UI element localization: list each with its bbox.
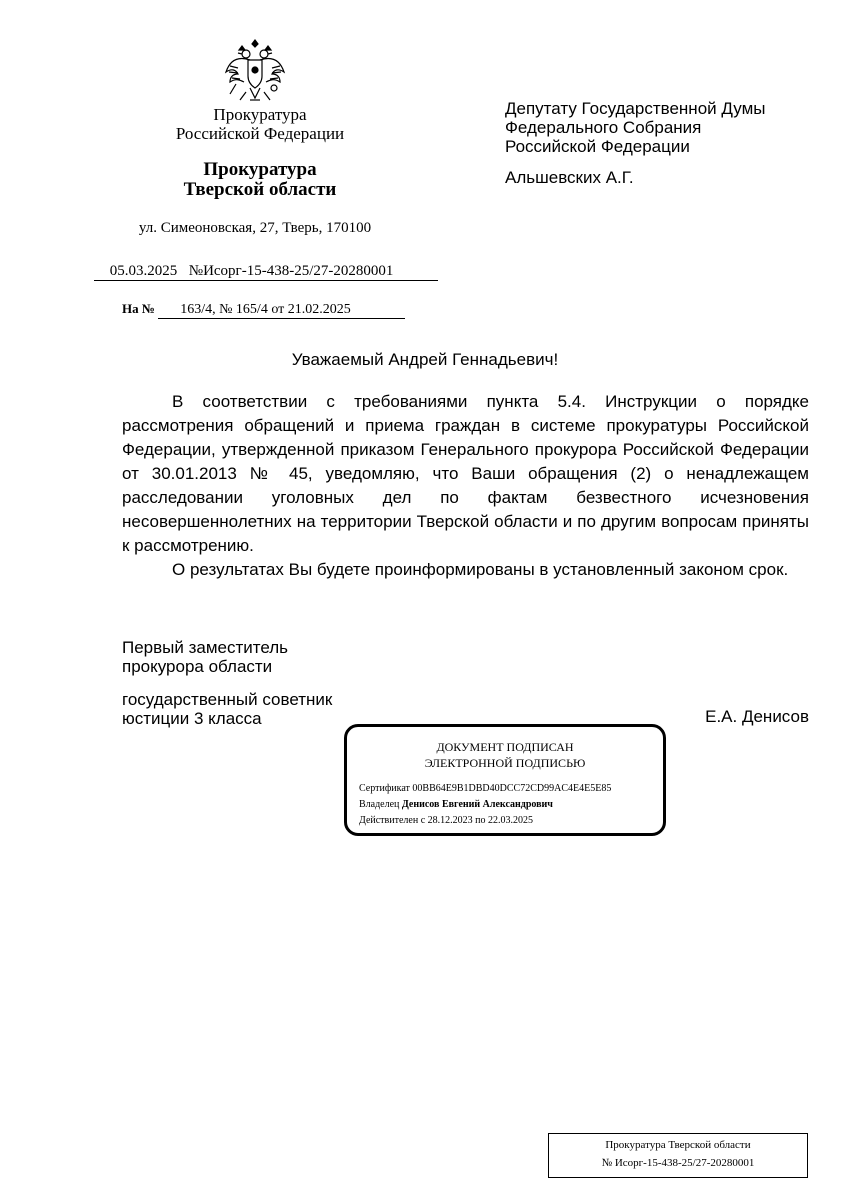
footer-org: Прокуратура Тверской области bbox=[605, 1139, 751, 1151]
signer-rank-line1: государственный советник bbox=[122, 690, 333, 709]
greeting: Уважаемый Андрей Геннадьевич! bbox=[291, 350, 559, 369]
stamp-validity bbox=[359, 815, 533, 826]
signer-position-line1: Первый заместитель bbox=[122, 638, 289, 657]
stamp-valid-from: 28.12.2023 bbox=[427, 815, 473, 826]
reply-reference bbox=[122, 301, 405, 319]
recipient-block bbox=[505, 99, 825, 156]
recipient-line2: Федерального Собрания bbox=[505, 118, 702, 137]
issuer-parent-org bbox=[130, 105, 390, 143]
reply-value: 163/4, № 165/4 от 21.02.2025 bbox=[158, 302, 405, 319]
signer-rank bbox=[122, 690, 332, 728]
stamp-owner-label: Владелец bbox=[359, 799, 400, 810]
paragraph-1: В соответствии с требованиями пункта 5.4. Инструкции о порядке рассмотрения обращений и приема граждан в системе прокуратуры Российской Федерации, утвержденной приказом Генерального прокурора Российской Федерации от 30.01.2013 № 45, уведомляю, что Ваши обращения (2) о ненадлежащем расследовании уголовных дел по фактам безвестного исчезновения несовершеннолетних на территории Тверской области и по другим вопросам приняты к рассмотрению. bbox=[122, 392, 809, 555]
registration-line bbox=[94, 263, 438, 281]
signer-rank-line2: юстиции 3 класса bbox=[122, 709, 262, 728]
stamp-title bbox=[347, 739, 663, 771]
recipient-line3: Российской Федерации bbox=[505, 137, 690, 156]
emblem-icon bbox=[224, 38, 286, 106]
e-signature-stamp bbox=[344, 724, 666, 836]
issuer-address: ул. Симеоновская, 27, Тверь, 170100 bbox=[138, 220, 372, 236]
stamp-valid-label: Действителен с bbox=[359, 815, 426, 826]
stamp-title-line2: ЭЛЕКТРОННОЙ ПОДПИСЬЮ bbox=[424, 756, 586, 770]
registration-number: Исорг-15-438-25/27-20280001 bbox=[203, 263, 394, 279]
footer-number-value: Исорг-15-438-25/27-20280001 bbox=[614, 1157, 755, 1169]
registration-number-sign: № bbox=[188, 263, 204, 279]
letter-body bbox=[122, 390, 809, 582]
stamp-cert-label: Сертификат bbox=[359, 783, 410, 794]
stamp-valid-to: 22.03.2025 bbox=[488, 815, 534, 826]
stamp-certificate bbox=[359, 783, 611, 794]
paragraph-2: О результатах Вы будете проинформированы в установленный законом срок. bbox=[172, 560, 789, 579]
issuer-org-line1: Прокуратура bbox=[203, 159, 317, 180]
footer-number-sign: № bbox=[601, 1157, 613, 1169]
recipient-line1: Депутату Государственной Думы bbox=[505, 99, 766, 118]
footer-number bbox=[549, 1157, 807, 1169]
issuer-org-line2: Тверской области bbox=[183, 179, 337, 200]
stamp-cert-value: 00BB64E9B1DBD40DCC72CD99AC4E4E5E85 bbox=[412, 783, 612, 794]
stamp-owner-value: Денисов Евгений Александрович bbox=[401, 799, 553, 810]
stamp-valid-to-label: по bbox=[475, 815, 486, 826]
registration-date: 05.03.2025 bbox=[109, 263, 178, 279]
issuer-parent-line1: Прокуратура bbox=[213, 105, 307, 124]
signer-position bbox=[122, 638, 288, 676]
stamp-title-line1: ДОКУМЕНТ ПОДПИСАН bbox=[436, 740, 574, 754]
issuer-org bbox=[130, 160, 390, 200]
footer-registration-box bbox=[548, 1133, 808, 1178]
signer-position-line2: прокурора области bbox=[122, 657, 273, 676]
signer-name: Е.А. Денисов bbox=[705, 707, 809, 726]
recipient-name: Альшевских А.Г. bbox=[505, 168, 634, 187]
stamp-owner bbox=[359, 799, 553, 810]
reply-label: На № bbox=[122, 301, 155, 316]
issuer-parent-line2: Российской Федерации bbox=[175, 124, 345, 143]
